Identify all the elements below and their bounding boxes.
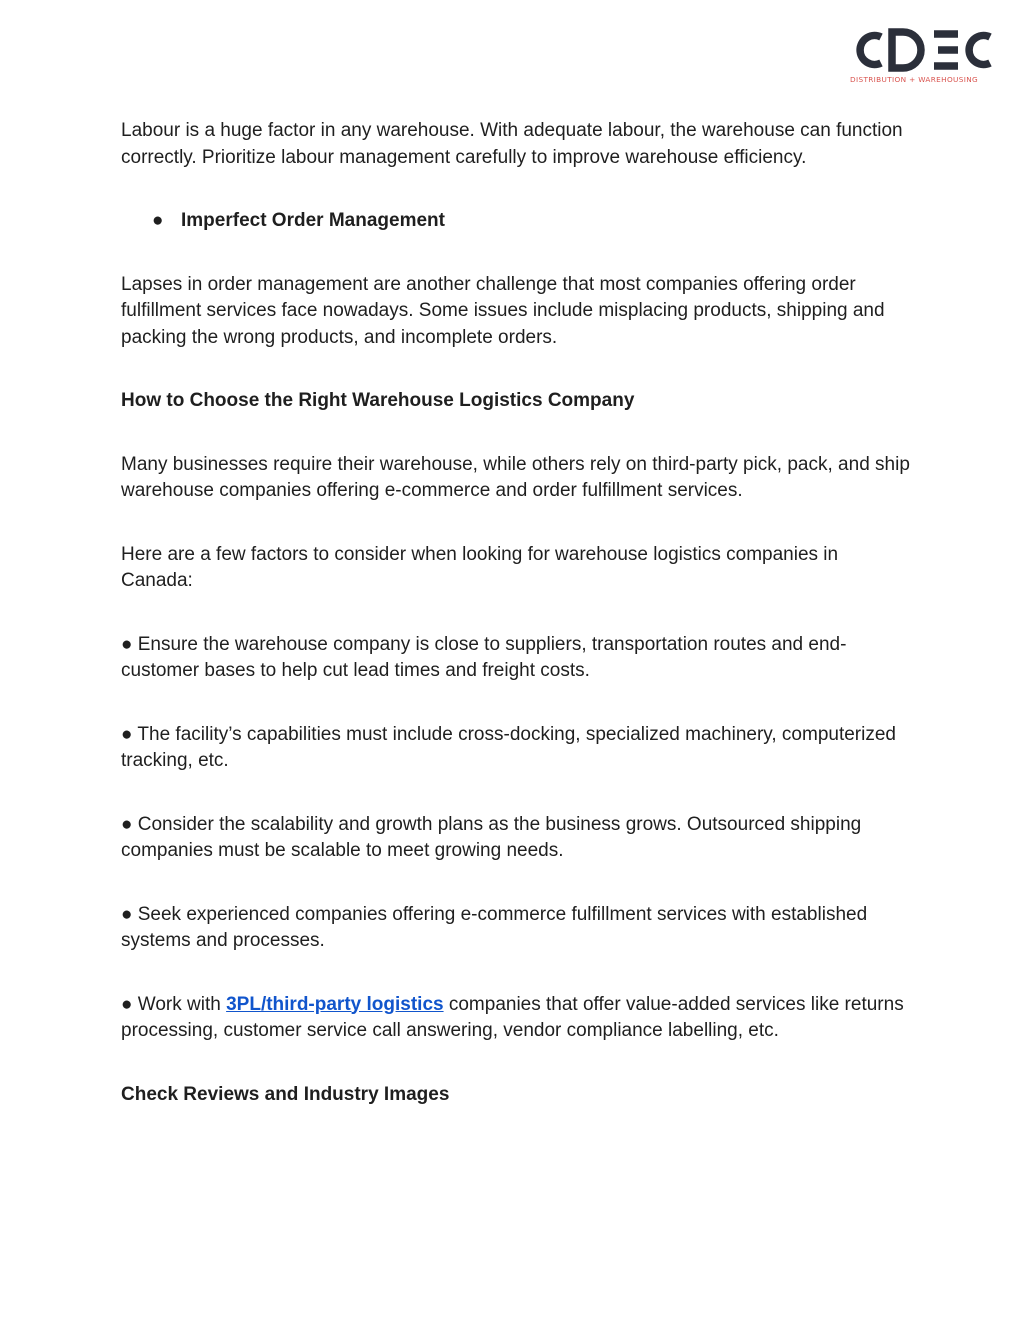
factor-item-3pl bbox=[121, 992, 911, 1045]
paragraph-many-businesses: Many businesses require their warehouse, while others rely on third-party pick, pack, and ship warehouse companies offering e-commerce and order fulfillment services. bbox=[121, 453, 910, 501]
factor-item-capabilities: ● The facility’s capabilities must include cross-docking, specialized machinery, computerized tracking, etc. bbox=[121, 723, 896, 771]
bullet-icon: ● bbox=[152, 210, 164, 231]
subheading-imperfect-order-management bbox=[121, 208, 911, 235]
heading-choose-company: How to Choose the Right Warehouse Logistics Company bbox=[121, 390, 635, 411]
cdec-wordmark-icon bbox=[848, 26, 998, 74]
paragraph-labour: Labour is a huge factor in any warehouse. With adequate labour, the warehouse can function correctly. Prioritize labour management carefully to improve warehouse efficiency. bbox=[121, 120, 903, 168]
subheading-label: Imperfect Order Management bbox=[181, 210, 445, 231]
heading-check-reviews: Check Reviews and Industry Images bbox=[121, 1083, 450, 1105]
factor-item-scalability: ● Consider the scalability and growth plans as the business grows. Outsourced shipping companies must be scalable to meet growing needs. bbox=[121, 813, 862, 861]
factor-3pl-prefix: ● Work with bbox=[121, 993, 227, 1015]
paragraph-factors-intro: Here are a few factors to consider when looking for warehouse logistics companies in Canada: bbox=[121, 543, 839, 591]
factor-item-experience: ● Seek experienced companies offering e-commerce fulfillment services with established systems and processes. bbox=[121, 903, 868, 951]
factor-item-location: ● Ensure the warehouse company is close to suppliers, transportation routes and end-customer bases to help cut lead times and freight costs. bbox=[121, 633, 847, 681]
factor-3pl-suffix: companies that offer value-added services like returns processing, customer service call answering, vendor compliance labelling, etc. bbox=[121, 993, 904, 1041]
3pl-logistics-link[interactable]: 3PL/third-party logistics bbox=[226, 993, 444, 1015]
logo-tagline: DISTRIBUTION + WAREHOUSING bbox=[850, 75, 979, 84]
brand-logo bbox=[848, 26, 998, 86]
document-body bbox=[121, 118, 911, 1108]
paragraph-lapses: Lapses in order management are another challenge that most companies offering order fulfillment services face nowadays. Some issues include misplacing products, shipping and packing the wrong products, and incomplete orders. bbox=[121, 273, 885, 348]
